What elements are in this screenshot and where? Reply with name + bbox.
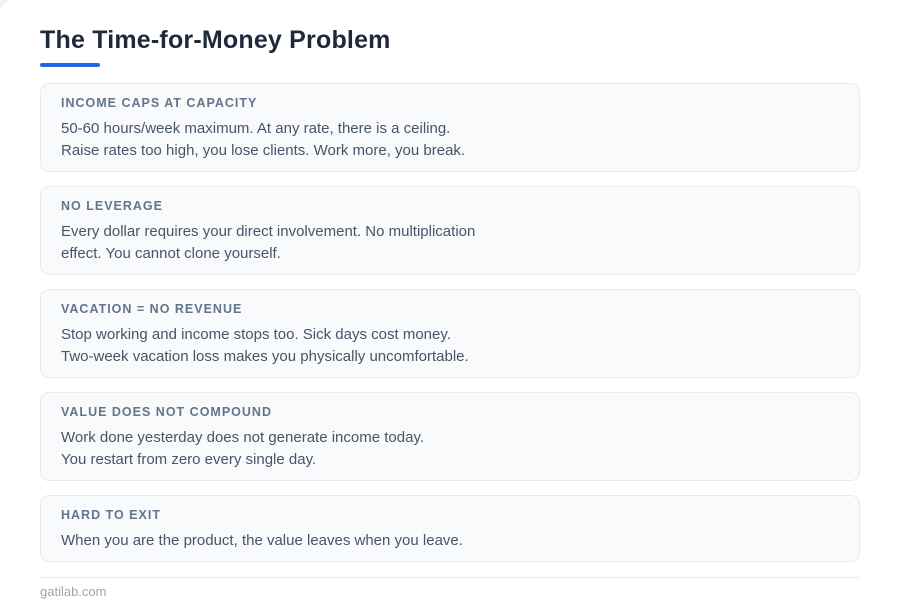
card-label: VALUE DOES NOT COMPOUND [61,405,272,419]
card-label: HARD TO EXIT [61,508,161,522]
card-line-2: Two-week vacation loss makes you physically uncomfortable. [61,348,469,365]
card-label: VACATION = NO REVENUE [61,302,243,316]
problem-card [40,289,860,378]
footer [40,577,860,599]
footer-divider [40,577,860,578]
card-line-1: Stop working and income stops too. Sick days cost money. [61,326,451,343]
problem-card [40,186,860,275]
card-list [40,83,860,562]
title-accent-underline [40,63,100,67]
card-line-1: Work done yesterday does not generate income today. [61,429,424,446]
card-label: INCOME CAPS AT CAPACITY [61,96,258,110]
card-line-2: effect. You cannot clone yourself. [61,245,281,262]
card-line-2: You restart from zero every single day. [61,451,317,468]
page-title: The Time-for-Money Problem [40,26,391,54]
card-label: NO LEVERAGE [61,199,163,213]
card-line-1: 50-60 hours/week maximum. At any rate, there is a ceiling. [61,120,451,137]
footer-site-label: gatilab.com [40,584,107,599]
card-line-2: Raise rates too high, you lose clients. Work more, you break. [61,142,466,159]
card-line-1: When you are the product, the value leaves when you leave. [61,532,463,549]
problem-card [40,495,860,562]
problem-card [40,392,860,481]
problem-card [40,83,860,172]
card-line-1: Every dollar requires your direct involvement. No multiplication [61,223,476,240]
